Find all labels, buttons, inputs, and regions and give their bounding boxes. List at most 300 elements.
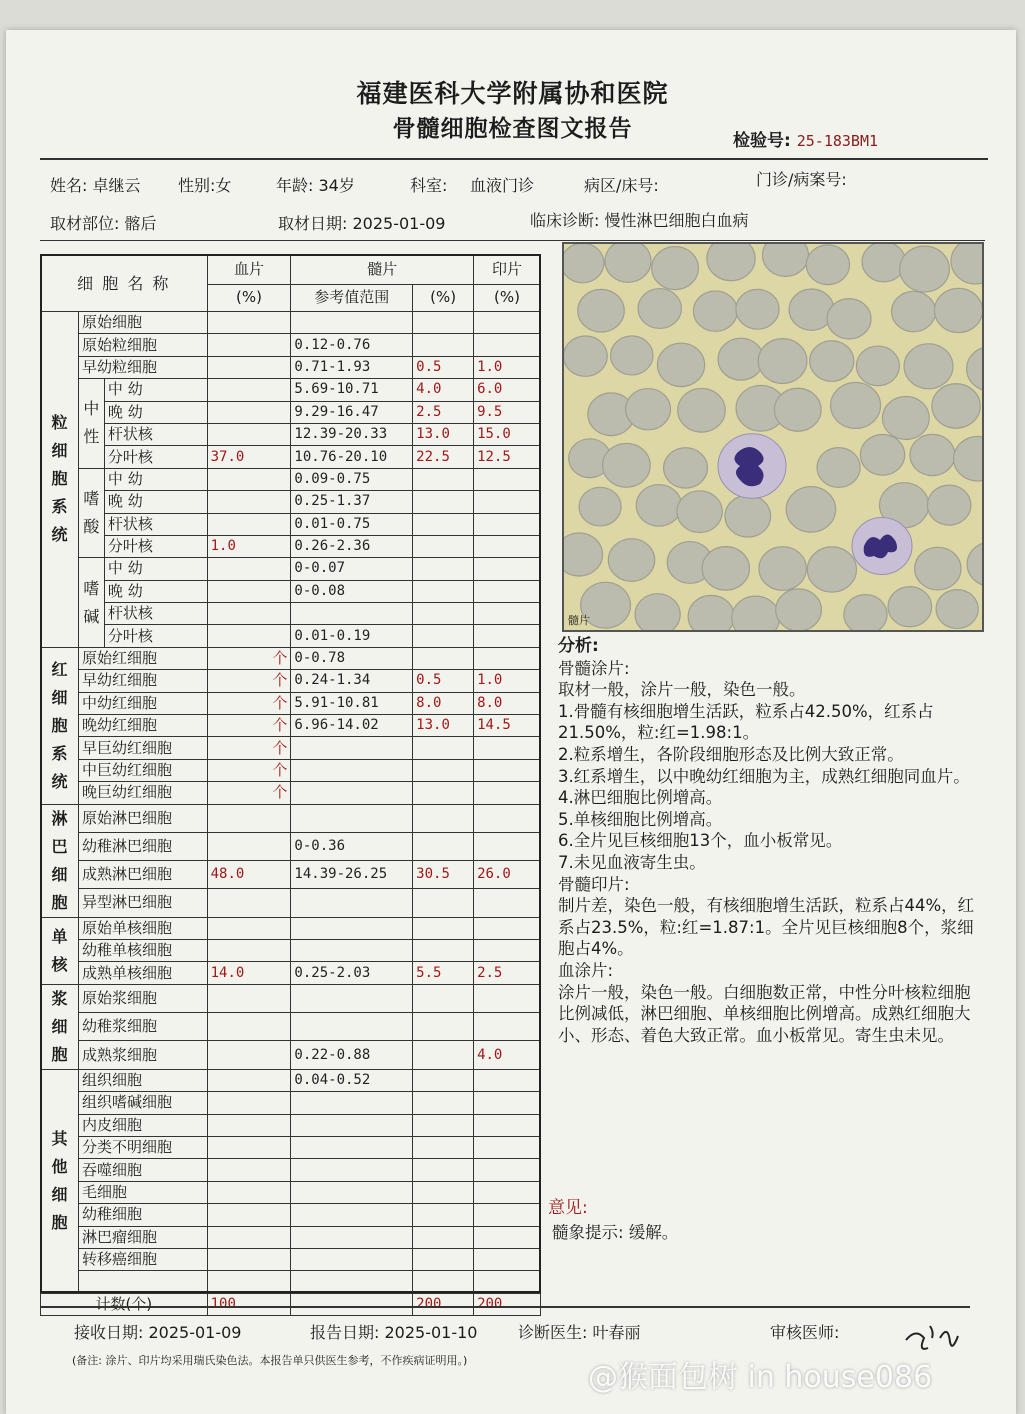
analysis-line: 制片差，染色一般，有核细胞增生活跃，粒系占44%，红系占23.5%，粒:红=1.87:1。全片见巨核细胞8个，浆细胞占4%。 xyxy=(558,896,975,959)
imprint-pct xyxy=(474,468,541,490)
blood-pct: 个 xyxy=(207,759,291,781)
cell-name: 早巨幼红细胞 xyxy=(78,737,207,759)
cell-name: 原始浆细胞 xyxy=(78,984,207,1012)
reference-range: 5.91-10.81 xyxy=(291,692,413,714)
analysis-line: 骨髓印片: xyxy=(558,874,630,894)
imprint-pct xyxy=(474,603,541,625)
table-row xyxy=(41,580,541,602)
imprint-pct xyxy=(474,1114,541,1136)
table-row xyxy=(41,759,541,781)
red-blood-cell xyxy=(807,547,856,592)
report-date: 报告日期: 2025-01-10 xyxy=(310,1323,478,1342)
imprint-pct: 2.5 xyxy=(474,962,541,984)
blood-pct xyxy=(207,1159,291,1181)
marrow-pct xyxy=(413,334,474,356)
analysis-line: 6.全片见巨核细胞13个，血小板常见。 xyxy=(558,831,843,851)
red-blood-cell xyxy=(702,547,749,591)
blood-pct xyxy=(207,580,291,602)
table-row xyxy=(41,962,541,984)
cell-name: 晚 幼 xyxy=(104,401,207,423)
analysis-line: 骨髓涂片: xyxy=(558,658,630,678)
imprint-pct: 1.0 xyxy=(474,670,541,692)
reference-range: 14.39-26.25 xyxy=(291,861,413,889)
red-blood-cell xyxy=(579,487,621,526)
red-blood-cell xyxy=(810,341,854,382)
red-blood-cell xyxy=(932,384,980,428)
table-row xyxy=(41,401,541,423)
micrograph-caption: 髓片 xyxy=(568,614,590,627)
imprint-pct xyxy=(474,1136,541,1158)
analysis-title: 分析: xyxy=(558,636,599,656)
cell-name: 杆状核 xyxy=(104,513,207,535)
marrow-pct xyxy=(413,1114,474,1136)
group-gran: 粒 细 胞 系 统 xyxy=(41,312,79,648)
blood-pct: 1.0 xyxy=(207,535,291,557)
imprint-pct xyxy=(474,647,541,669)
marrow-pct xyxy=(413,468,474,490)
watermark: @猴面包树 in house086 xyxy=(588,1360,933,1395)
table-row xyxy=(41,558,541,580)
red-blood-cell xyxy=(776,589,822,630)
red-blood-cell xyxy=(657,343,704,386)
marrow-pct xyxy=(413,1041,474,1069)
reference-range xyxy=(291,984,413,1012)
count-ref-empty xyxy=(291,1293,413,1315)
col-blood: 血片 xyxy=(207,255,291,285)
micrograph-svg xyxy=(564,244,982,630)
blood-pct xyxy=(207,312,291,334)
blood-pct xyxy=(207,889,291,917)
blood-pct: 个 xyxy=(207,737,291,759)
subgroup-neut: 中 性 xyxy=(78,379,104,469)
imprint-pct xyxy=(474,1181,541,1203)
marrow-pct: 8.0 xyxy=(413,692,474,714)
red-blood-cell xyxy=(677,491,722,533)
table-row xyxy=(41,1114,541,1136)
cell-name: 成熟浆细胞 xyxy=(78,1041,207,1069)
marrow-pct xyxy=(413,759,474,781)
marrow-pct xyxy=(413,1181,474,1203)
group-lym: 淋 巴 细 胞 xyxy=(41,804,79,917)
red-blood-cell xyxy=(817,448,860,488)
marrow-pct xyxy=(413,580,474,602)
reference-range: 0.01-0.19 xyxy=(291,625,413,647)
blood-pct xyxy=(207,625,291,647)
cell-name: 原始细胞 xyxy=(78,312,207,334)
blood-pct xyxy=(207,513,291,535)
red-blood-cell xyxy=(611,336,653,375)
blood-pct xyxy=(207,1226,291,1248)
table-row xyxy=(41,939,541,961)
reference-range xyxy=(291,1248,413,1270)
reference-range: 12.39-20.33 xyxy=(291,423,413,445)
red-blood-cell xyxy=(927,485,970,525)
imprint-pct xyxy=(474,491,541,513)
blood-pct xyxy=(207,984,291,1012)
cell-name: 淋巴瘤细胞 xyxy=(78,1226,207,1248)
count-row xyxy=(41,1293,541,1315)
reference-range xyxy=(291,1114,413,1136)
table-row xyxy=(41,917,541,939)
opinion-text: 髓象提示: 缓解。 xyxy=(552,1223,679,1242)
count-blood: 100 xyxy=(207,1293,291,1315)
red-blood-cell xyxy=(883,396,930,439)
report-title: 骨髓细胞检查图文报告 xyxy=(392,116,633,142)
blood-pct xyxy=(207,423,291,445)
red-blood-cell xyxy=(860,434,904,475)
imprint-pct xyxy=(474,1271,541,1293)
blood-pct xyxy=(207,491,291,513)
red-blood-cell xyxy=(856,346,899,386)
footer-rule xyxy=(40,1306,970,1308)
imprint-pct xyxy=(474,832,541,860)
marrow-pct xyxy=(413,1159,474,1181)
blood-pct xyxy=(207,468,291,490)
opinion-title: 意见: xyxy=(548,1198,588,1218)
blood-pct xyxy=(207,1013,291,1041)
marrow-pct xyxy=(413,513,474,535)
analysis-line: 4.淋巴细胞比例增高。 xyxy=(558,788,723,808)
marrow-pct xyxy=(413,939,474,961)
table-row xyxy=(41,356,541,378)
imprint-pct xyxy=(474,939,541,961)
red-blood-cell xyxy=(688,595,734,630)
cell-name: 组织嗜碱细胞 xyxy=(78,1092,207,1114)
blood-pct: 个 xyxy=(207,647,291,669)
marrow-pct xyxy=(413,1092,474,1114)
blood-pct xyxy=(207,558,291,580)
analysis-body xyxy=(558,658,978,1047)
table-row xyxy=(41,1041,541,1069)
table-row xyxy=(41,647,541,669)
micrograph-image xyxy=(562,242,984,632)
cell-name: 幼稚浆细胞 xyxy=(78,1013,207,1041)
subgroup-baso: 嗜 碱 xyxy=(78,558,104,648)
patient-sex: 性别:女 xyxy=(178,176,232,195)
table-row xyxy=(41,468,541,490)
info-rule xyxy=(40,240,985,241)
blood-pct: 个 xyxy=(207,782,291,804)
imprint-pct: 9.5 xyxy=(474,401,541,423)
marrow-pct xyxy=(413,603,474,625)
blood-pct xyxy=(207,1271,291,1293)
marrow-pct: 0.5 xyxy=(413,670,474,692)
analysis-line: 7.未见血液寄生虫。 xyxy=(558,852,706,872)
table-row xyxy=(41,446,541,468)
reviewing-doctor: 审核医师: xyxy=(770,1323,840,1342)
table-row xyxy=(41,491,541,513)
cell-name: 幼稚淋巴细胞 xyxy=(78,832,207,860)
footer-note: (备注: 涂片、印片均采用瑞氏染色法。本报告单只供医生参考，不作疾病证明用。) xyxy=(72,1354,468,1367)
red-blood-cell xyxy=(759,547,806,591)
cell-name: 幼稚细胞 xyxy=(78,1204,207,1226)
red-blood-cell xyxy=(762,244,808,276)
blood-pct xyxy=(207,917,291,939)
blood-pct xyxy=(207,1114,291,1136)
table-row xyxy=(41,670,541,692)
cell-name: 转移癌细胞 xyxy=(78,1248,207,1270)
imprint-pct: 1.0 xyxy=(474,356,541,378)
table-row xyxy=(41,782,541,804)
table-row xyxy=(41,1271,541,1293)
cell-name: 晚 幼 xyxy=(104,491,207,513)
analysis-line: 5.单核细胞比例增高。 xyxy=(558,809,723,829)
red-blood-cell xyxy=(900,246,950,292)
clinical-diagnosis: 临床诊断: 慢性淋巴细胞白血病 xyxy=(530,211,749,230)
red-blood-cell xyxy=(910,434,955,475)
marrow-pct xyxy=(413,1013,474,1041)
red-blood-cell xyxy=(831,382,881,428)
reference-range xyxy=(291,1204,413,1226)
blood-pct xyxy=(207,1069,291,1091)
cell-name: 幼稚单核细胞 xyxy=(78,939,207,961)
red-blood-cell xyxy=(725,495,771,537)
red-blood-cell xyxy=(844,595,887,630)
blood-pct xyxy=(207,334,291,356)
department-value: 血液门诊 xyxy=(470,176,535,195)
col-imprint-pct: (%) xyxy=(474,284,541,311)
imprint-pct xyxy=(474,558,541,580)
imprint-pct xyxy=(474,535,541,557)
ward-bed: 病区/床号: xyxy=(584,176,659,195)
blood-pct xyxy=(207,832,291,860)
cell-name: 早幼红细胞 xyxy=(78,670,207,692)
blood-pct: 14.0 xyxy=(207,962,291,984)
col-imprint: 印片 xyxy=(474,255,541,285)
red-blood-cell xyxy=(652,247,699,290)
col-blood-pct: (%) xyxy=(207,284,291,311)
cell-name xyxy=(78,1271,207,1293)
cell-name: 原始粒细胞 xyxy=(78,334,207,356)
col-marrow-pct: (%) xyxy=(413,284,474,311)
table-row xyxy=(41,1181,541,1203)
red-blood-cell xyxy=(786,487,835,532)
blood-pct: 个 xyxy=(207,692,291,714)
reference-range: 0-0.08 xyxy=(291,580,413,602)
marrow-pct: 13.0 xyxy=(413,423,474,445)
cell-name: 成熟淋巴细胞 xyxy=(78,861,207,889)
group-other: 其 他 细 胞 xyxy=(41,1069,79,1293)
imprint-pct xyxy=(474,334,541,356)
imprint-pct xyxy=(474,889,541,917)
marrow-pct xyxy=(413,491,474,513)
cell-name: 中幼红细胞 xyxy=(78,692,207,714)
reference-range xyxy=(291,939,413,961)
reference-range: 0.24-1.34 xyxy=(291,670,413,692)
marrow-pct: 22.5 xyxy=(413,446,474,468)
patient-name: 姓名: 卓继云 xyxy=(50,176,141,195)
blood-pct xyxy=(207,1204,291,1226)
cell-count-table xyxy=(40,254,541,1316)
count-marrow: 200 xyxy=(413,1293,474,1315)
blood-pct: 个 xyxy=(207,670,291,692)
marrow-pct xyxy=(413,1226,474,1248)
imprint-pct xyxy=(474,1013,541,1041)
analysis-line: 1.骨髓有核细胞增生活跃，粒系占42.50%，红系占21.50%，粒:红=1.98:1。 xyxy=(558,701,934,743)
red-blood-cell xyxy=(564,336,607,376)
imprint-pct xyxy=(474,1159,541,1181)
marrow-pct xyxy=(413,832,474,860)
cell-name: 组织细胞 xyxy=(78,1069,207,1091)
marrow-pct: 13.0 xyxy=(413,715,474,737)
imprint-pct: 12.5 xyxy=(474,446,541,468)
header-rule xyxy=(40,158,988,160)
imprint-pct: 26.0 xyxy=(474,861,541,889)
red-blood-cell xyxy=(605,244,651,282)
marrow-pct xyxy=(413,625,474,647)
reference-range: 0.01-0.75 xyxy=(291,513,413,535)
col-ref-range: 参考值范围 xyxy=(291,284,413,311)
red-blood-cell xyxy=(638,289,681,329)
cell-name: 晚 幼 xyxy=(104,580,207,602)
imprint-pct xyxy=(474,759,541,781)
table-row xyxy=(41,1069,541,1091)
cell-name: 中 幼 xyxy=(104,468,207,490)
reference-range xyxy=(291,1181,413,1203)
cell-name: 晚巨幼红细胞 xyxy=(78,782,207,804)
blood-pct xyxy=(207,401,291,423)
marrow-pct: 0.5 xyxy=(413,356,474,378)
count-label: 计数(个) xyxy=(41,1293,208,1315)
analysis-line: 3.红系增生，以中晚幼红细胞为主，成熟红细胞同血片。 xyxy=(558,766,970,786)
imprint-pct xyxy=(474,513,541,535)
table-row xyxy=(41,692,541,714)
table-row xyxy=(41,1136,541,1158)
cell-name: 晚幼红细胞 xyxy=(78,715,207,737)
imprint-pct xyxy=(474,782,541,804)
red-blood-cell xyxy=(678,388,725,432)
table-row xyxy=(41,889,541,917)
cell-name: 早幼粒细胞 xyxy=(78,356,207,378)
reference-range xyxy=(291,804,413,832)
red-blood-cell xyxy=(564,244,604,283)
cell-name: 分叶核 xyxy=(104,625,207,647)
cell-name: 中 幼 xyxy=(104,379,207,401)
reference-range: 0.22-0.88 xyxy=(291,1041,413,1069)
red-blood-cell xyxy=(936,590,978,629)
blood-pct xyxy=(207,804,291,832)
marrow-pct xyxy=(413,737,474,759)
cell-name: 分类不明细胞 xyxy=(78,1136,207,1158)
cell-name: 分叶核 xyxy=(104,535,207,557)
blood-pct xyxy=(207,1041,291,1069)
cell-name: 原始淋巴细胞 xyxy=(78,804,207,832)
imprint-pct: 6.0 xyxy=(474,379,541,401)
imprint-pct xyxy=(474,917,541,939)
blood-pct: 37.0 xyxy=(207,446,291,468)
red-blood-cell xyxy=(904,344,953,389)
table-row xyxy=(41,1248,541,1270)
cell-name: 吞噬细胞 xyxy=(78,1159,207,1181)
reference-range xyxy=(291,603,413,625)
red-blood-cell xyxy=(707,244,755,281)
imprint-pct: 4.0 xyxy=(474,1041,541,1069)
table-row xyxy=(41,603,541,625)
table-row xyxy=(41,1159,541,1181)
marrow-pct: 4.0 xyxy=(413,379,474,401)
imprint-pct xyxy=(474,984,541,1012)
table-row xyxy=(41,423,541,445)
cell-name: 原始单核细胞 xyxy=(78,917,207,939)
red-blood-cell xyxy=(934,288,982,332)
reference-range xyxy=(291,1092,413,1114)
red-blood-cell xyxy=(862,244,905,282)
reference-range: 0.12-0.76 xyxy=(291,334,413,356)
table-row xyxy=(41,625,541,647)
red-blood-cell xyxy=(732,596,780,630)
imprint-pct xyxy=(474,1092,541,1114)
reference-range: 0.25-1.37 xyxy=(291,491,413,513)
marrow-pct xyxy=(413,1204,474,1226)
reference-range xyxy=(291,759,413,781)
reference-range: 0.04-0.52 xyxy=(291,1069,413,1091)
reference-range xyxy=(291,1271,413,1293)
table-row xyxy=(41,984,541,1012)
red-blood-cell xyxy=(951,244,982,284)
imprint-pct xyxy=(474,625,541,647)
cell-name: 杆状核 xyxy=(104,603,207,625)
table-row xyxy=(41,379,541,401)
imprint-pct: 15.0 xyxy=(474,423,541,445)
imprint-pct xyxy=(474,580,541,602)
table-row xyxy=(41,513,541,535)
marrow-pct xyxy=(413,804,474,832)
red-blood-cell xyxy=(888,587,932,627)
marrow-pct xyxy=(413,1248,474,1270)
red-blood-cell xyxy=(967,346,982,391)
red-blood-cell xyxy=(564,533,603,576)
red-blood-cell xyxy=(758,339,807,384)
reference-range xyxy=(291,917,413,939)
marrow-pct xyxy=(413,558,474,580)
red-blood-cell xyxy=(827,299,871,339)
blood-pct xyxy=(207,603,291,625)
cell-name: 中 幼 xyxy=(104,558,207,580)
blood-pct xyxy=(207,1092,291,1114)
marrow-pct xyxy=(413,782,474,804)
table-row xyxy=(41,737,541,759)
lab-number-value: 25-183BM1 xyxy=(796,132,879,150)
group-plasma: 浆 细 胞 xyxy=(41,984,79,1069)
blood-pct xyxy=(207,939,291,961)
reference-range: 10.76-20.10 xyxy=(291,446,413,468)
marrow-pct xyxy=(413,984,474,1012)
table-row xyxy=(41,715,541,737)
reference-range xyxy=(291,1159,413,1181)
subgroup-eos: 嗜 酸 xyxy=(78,468,104,558)
table-row xyxy=(41,861,541,889)
red-blood-cell xyxy=(608,539,654,582)
reference-range: 6.96-14.02 xyxy=(291,715,413,737)
reference-range xyxy=(291,1136,413,1158)
count-imprint: 200 xyxy=(474,1293,541,1315)
red-blood-cell xyxy=(915,547,961,590)
imprint-pct: 8.0 xyxy=(474,692,541,714)
blood-pct xyxy=(207,1181,291,1203)
table-row xyxy=(41,312,541,334)
marrow-pct xyxy=(413,1271,474,1293)
reference-range: 0-0.78 xyxy=(291,647,413,669)
red-blood-cell xyxy=(693,291,737,331)
hospital-name: 福建医科大学附属协和医院 xyxy=(356,79,669,108)
blood-pct: 个 xyxy=(207,715,291,737)
blood-pct xyxy=(207,379,291,401)
imprint-pct xyxy=(474,312,541,334)
red-blood-cell xyxy=(636,485,681,527)
cell-name: 中巨幼红细胞 xyxy=(78,759,207,781)
reference-range: 0.25-2.03 xyxy=(291,962,413,984)
analysis-section xyxy=(558,636,978,1046)
